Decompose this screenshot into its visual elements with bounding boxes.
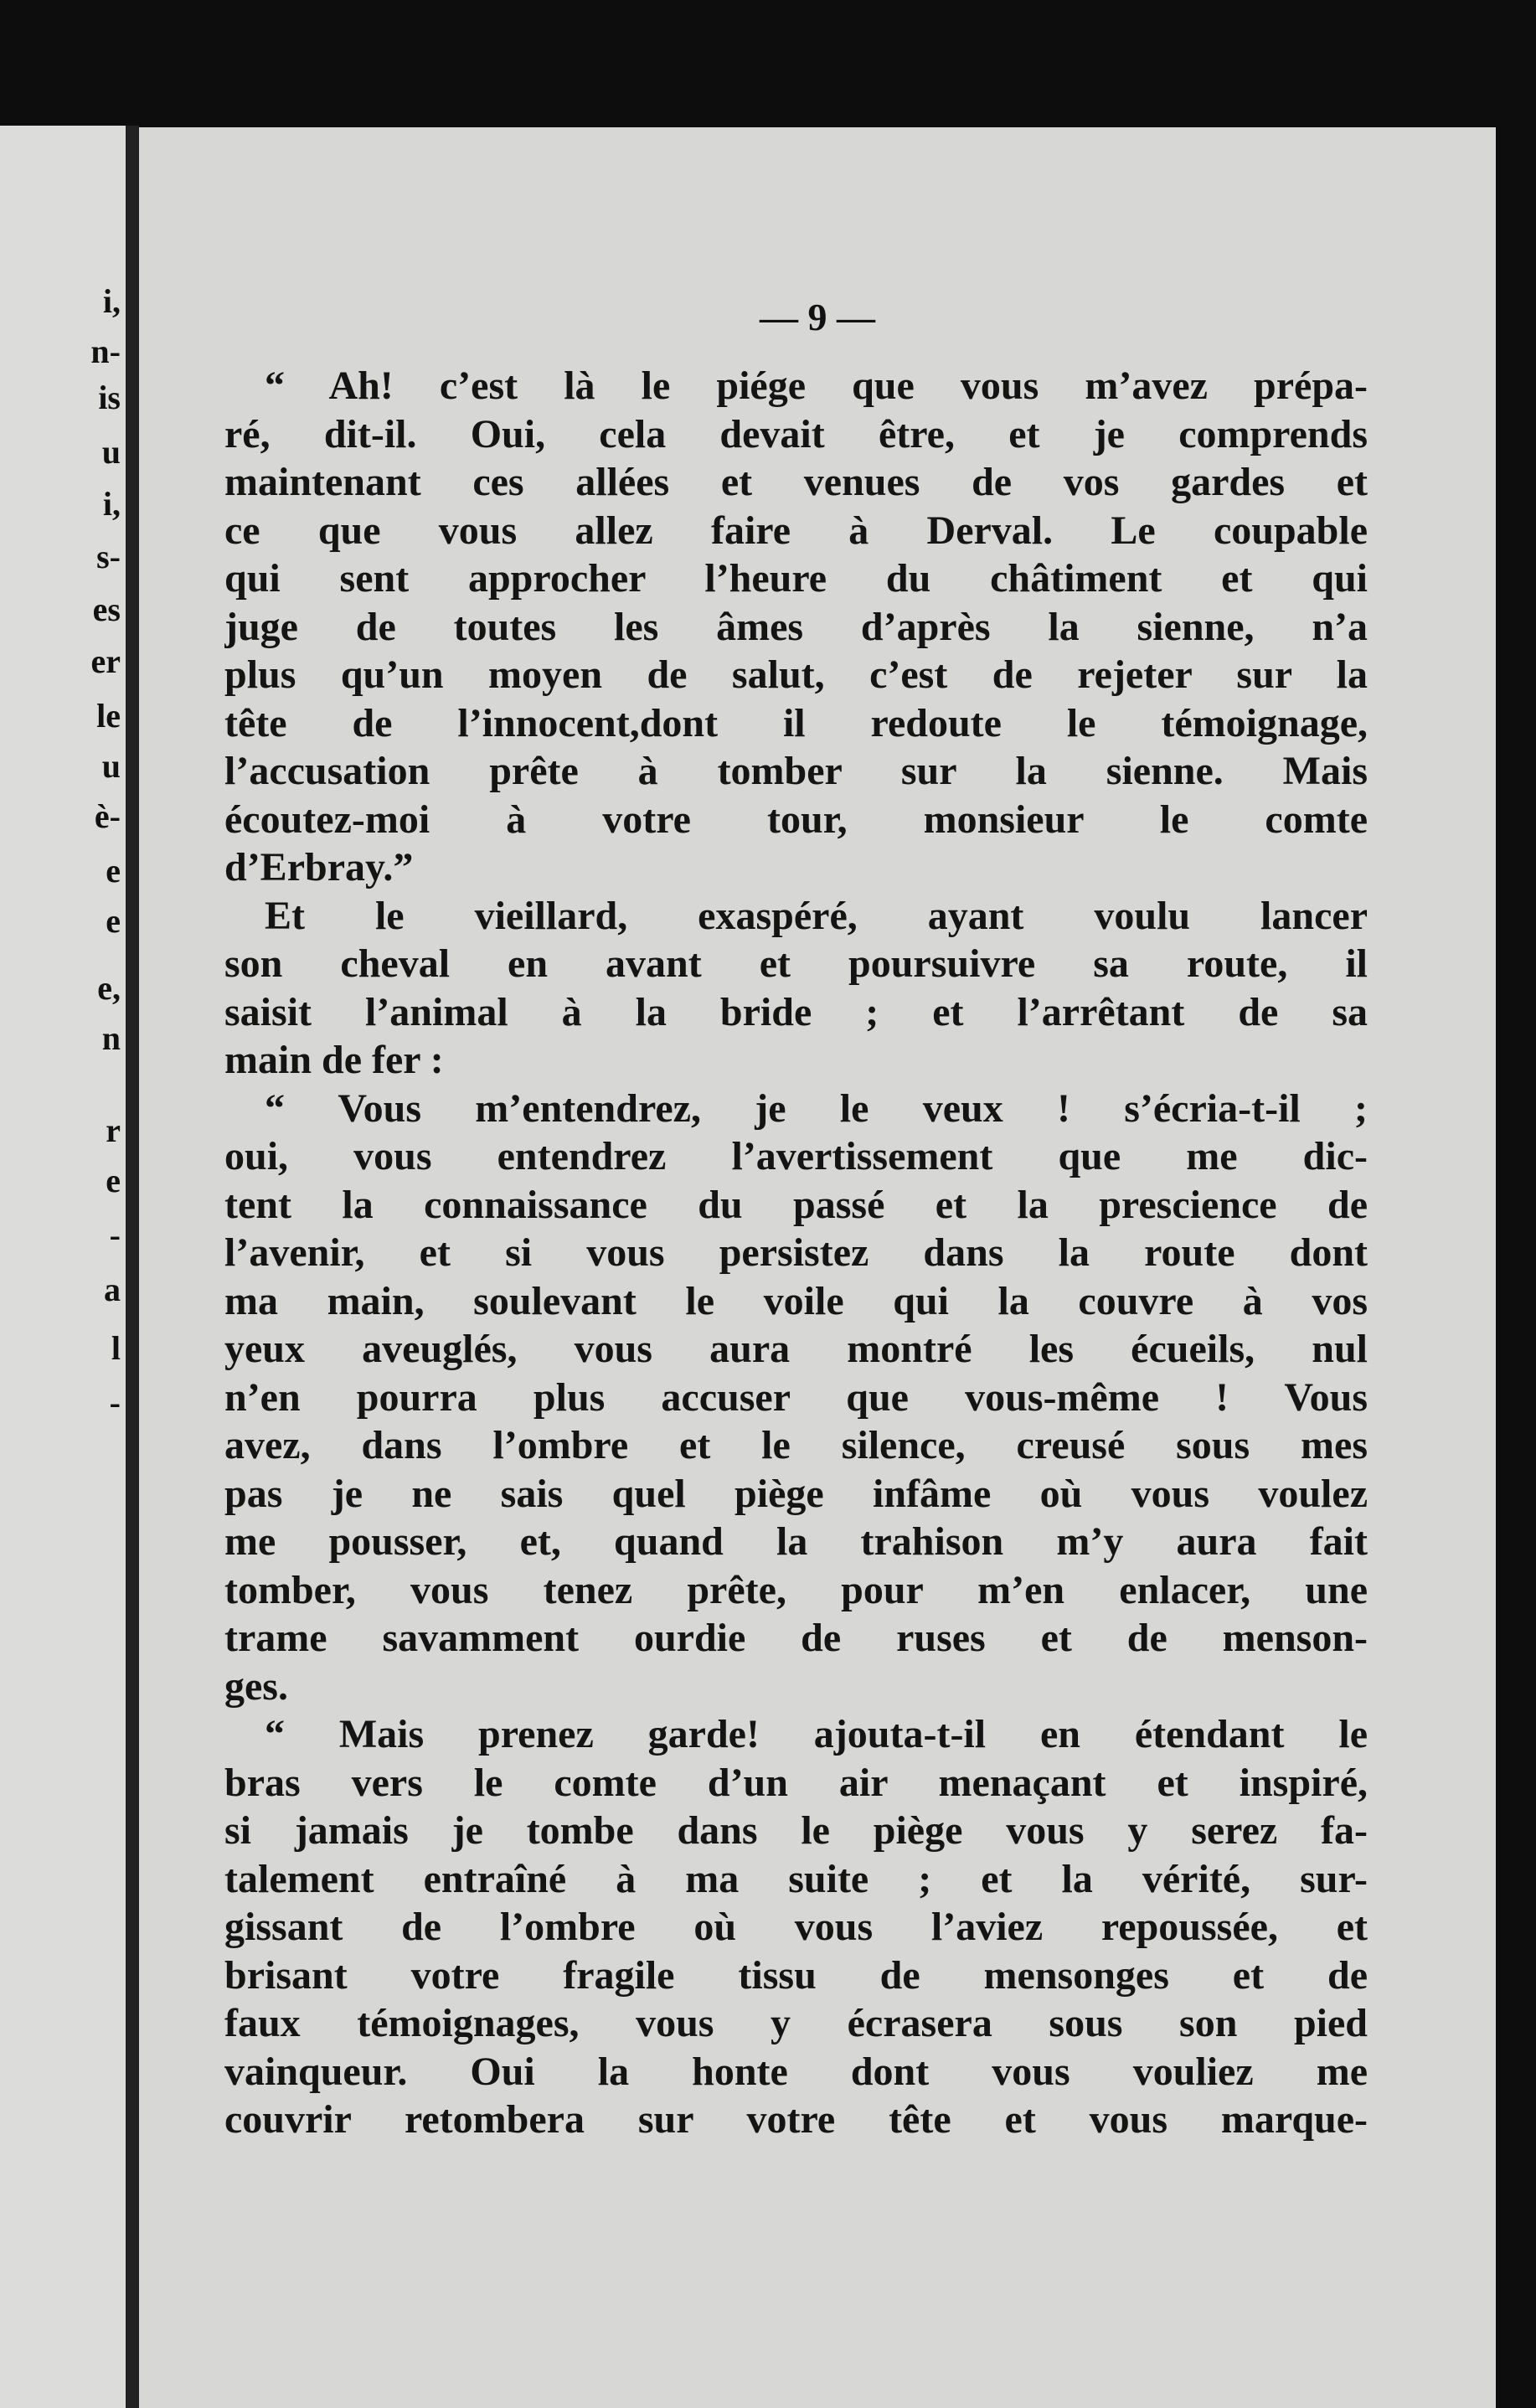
left-page-fragment: i, (102, 485, 121, 523)
left-page-fragment: r (106, 1111, 121, 1149)
left-page-fragment: u (101, 747, 121, 785)
left-page-fragment: le (96, 697, 121, 735)
text-line: si jamais je tombe dans le piège vous y serez fa- (224, 1808, 1368, 1853)
left-page-fragment: e (106, 852, 121, 889)
text-line: avez, dans l’ombre et le silence, creusé sous mes (224, 1423, 1368, 1467)
left-page-fragment: n- (90, 333, 121, 370)
left-page-fragment: e, (97, 969, 121, 1007)
left-page-fragment: l (111, 1329, 121, 1367)
text-line: ré, dit-il. Oui, cela devait être, et je comprends (224, 411, 1368, 456)
text-line: d’Erbray.” (224, 845, 414, 889)
text-line: “ Mais prenez garde! ajouta-t-il en étendant le (265, 1712, 1368, 1756)
left-page-fragment: i, (102, 282, 121, 320)
text-line: me pousser, et, quand la trahison m’y aura fait (224, 1519, 1368, 1564)
left-page-fragment: e (106, 902, 121, 940)
left-page-fragment: u (101, 433, 121, 471)
book-page (139, 127, 1496, 2408)
text-line: brisant votre fragile tissu de mensonges et de (224, 1952, 1368, 1998)
text-line: qui sent approcher l’heure du châtiment et qui (224, 556, 1368, 601)
left-page-fragment: is (98, 379, 121, 416)
page-gutter (126, 126, 139, 2408)
text-line: ges. (224, 1663, 288, 1709)
text-line: juge de toutes les âmes d’après la sienne, n’a (224, 604, 1368, 649)
left-page-fragment: n (101, 1019, 121, 1057)
text-line: talement entraîné à ma suite ; et la vérité, sur- (224, 1856, 1368, 1901)
text-line: maintenant ces allées et venues de vos gardes et (224, 460, 1368, 504)
text-line: Et le vieillard, exaspéré, ayant voulu lancer (265, 893, 1368, 938)
text-line: yeux aveuglés, vous aura montré les écueils, nul (224, 1327, 1368, 1371)
left-page-fragment: er (90, 642, 121, 680)
text-line: tent la connaissance du passé et la prescience de (224, 1182, 1368, 1227)
text-line: l’accusation prête à tomber sur la sienne. Mais (224, 749, 1368, 793)
left-page-fragment: è- (94, 797, 121, 835)
body-text (224, 362, 1368, 2144)
text-line: ce que vous allez faire à Derval. Le coupable (224, 508, 1368, 553)
text-line: pas je ne sais quel piège infâme où vous voulez (224, 1471, 1368, 1516)
left-page-fragment: e (106, 1162, 121, 1199)
text-line: l’avenir, et si vous persistez dans la route dont (224, 1230, 1368, 1275)
page-number: — 9 — (760, 296, 875, 338)
text-line: oui, vous entendrez l’avertissement que me dic- (224, 1134, 1368, 1178)
left-page-fragment: - (109, 1216, 121, 1254)
left-page-edge (0, 126, 126, 2408)
text-line: tomber, vous tenez prête, pour m’en enlacer, une (224, 1567, 1368, 1612)
text-line: écoutez-moi à votre tour, monsieur le comte (224, 797, 1368, 842)
text-line: plus qu’un moyen de salut, c’est de rejeter sur la (224, 652, 1368, 697)
text-line: main de fer : (224, 1038, 444, 1082)
left-page-fragment: s- (96, 538, 121, 575)
text-line: bras vers le comte d’un air menaçant et inspiré, (224, 1760, 1368, 1805)
text-line: vainqueur. Oui la honte dont vous vouliez me (224, 2049, 1368, 2094)
text-line: couvrir retombera sur votre tête et vous marque- (224, 2097, 1368, 2142)
text-line: “ Ah! c’est là le piége que vous m’avez prépa- (265, 364, 1368, 408)
scan-border (1496, 126, 1536, 2408)
left-page-fragment: a (104, 1271, 121, 1308)
left-page-fragment: - (109, 1384, 121, 1421)
text-line: tête de l’innocent,dont il redoute le témoignage, (224, 700, 1368, 745)
text-line: trame savamment ourdie de ruses et de menson- (224, 1616, 1368, 1660)
text-line: n’en pourra plus accuser que vous-même ! Vous (224, 1374, 1368, 1420)
text-line: saisit l’animal à la bride ; et l’arrêtant de sa (224, 989, 1368, 1034)
left-page-fragment: es (92, 590, 121, 628)
text-line: “ Vous m’entendrez, je le veux ! s’écria-t-il ; (265, 1085, 1368, 1131)
text-line: ma main, soulevant le voile qui la couvre à vos (224, 1278, 1368, 1323)
text-line: son cheval en avant et poursuivre sa route, il (224, 941, 1368, 986)
text-line: gissant de l’ombre où vous l’aviez repoussée, et (224, 1905, 1368, 1949)
text-line: faux témoignages, vous y écrasera sous son pied (224, 2001, 1368, 2045)
